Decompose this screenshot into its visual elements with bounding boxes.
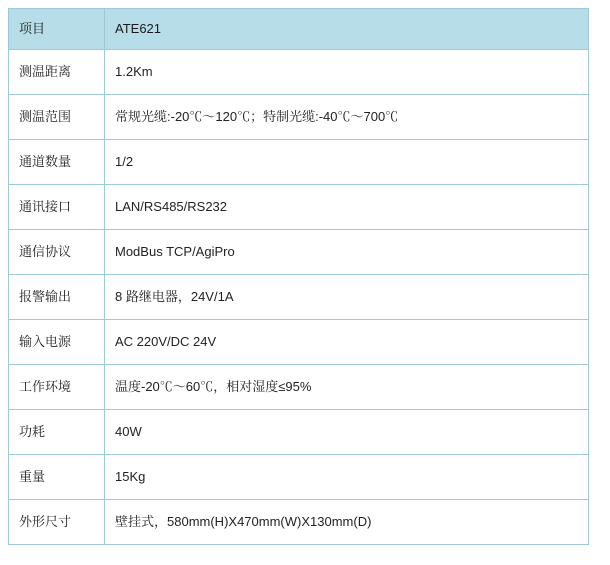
- row-value: 1.2Km: [105, 50, 589, 95]
- table-row: [9, 455, 589, 500]
- table-row: [9, 185, 589, 230]
- row-label: 外形尺寸: [9, 500, 105, 545]
- table-row: [9, 320, 589, 365]
- row-value: 温度-20℃～60℃，相对湿度≤95%: [105, 365, 589, 410]
- table-row: [9, 410, 589, 455]
- row-value: 常规光缆:-20℃～120℃；特制光缆:-40℃～700℃: [105, 95, 589, 140]
- row-value: AC 220V/DC 24V: [105, 320, 589, 365]
- row-value: ModBus TCP/AgiPro: [105, 230, 589, 275]
- table-body: [9, 9, 589, 545]
- row-label: 输入电源: [9, 320, 105, 365]
- table-row: [9, 50, 589, 95]
- table-row: [9, 365, 589, 410]
- table-header-row: [9, 9, 589, 50]
- row-value: 15Kg: [105, 455, 589, 500]
- row-label: 通信协议: [9, 230, 105, 275]
- table-row: [9, 230, 589, 275]
- row-label: 重量: [9, 455, 105, 500]
- row-label: 测温范围: [9, 95, 105, 140]
- table-row: [9, 500, 589, 545]
- table-row: [9, 275, 589, 320]
- header-label-cell: 项目: [9, 9, 105, 50]
- header-value-cell: ATE621: [105, 9, 589, 50]
- row-label: 通道数量: [9, 140, 105, 185]
- row-label: 报警输出: [9, 275, 105, 320]
- row-label: 功耗: [9, 410, 105, 455]
- row-value: LAN/RS485/RS232: [105, 185, 589, 230]
- row-value: 壁挂式，580mm(H)X470mm(W)X130mm(D): [105, 500, 589, 545]
- table-row: [9, 95, 589, 140]
- table-row: [9, 140, 589, 185]
- row-label: 测温距离: [9, 50, 105, 95]
- row-label: 通讯接口: [9, 185, 105, 230]
- row-value: 40W: [105, 410, 589, 455]
- row-value: 1/2: [105, 140, 589, 185]
- row-label: 工作环境: [9, 365, 105, 410]
- row-value: 8 路继电器，24V/1A: [105, 275, 589, 320]
- specification-table: [8, 8, 589, 545]
